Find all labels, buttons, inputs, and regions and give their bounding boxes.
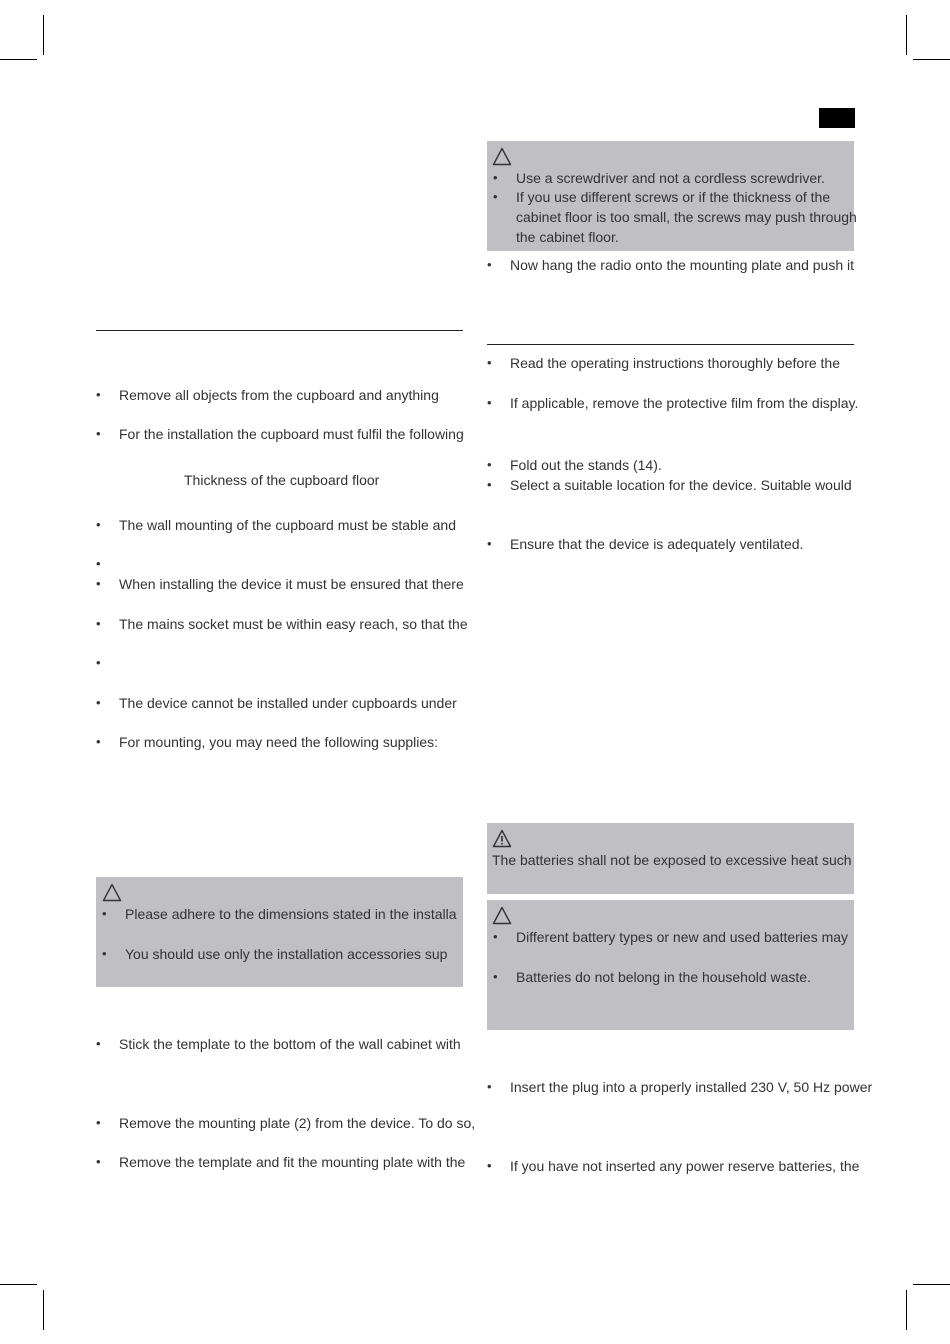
notice-box xyxy=(96,877,463,987)
bullet-dot: • xyxy=(487,257,492,272)
list-item: Stick the template to the bottom of the wall cabinet with xyxy=(119,1036,461,1052)
bullet-dot: • xyxy=(487,355,492,370)
notice-item: Different battery types or new and used batteries may xyxy=(516,929,849,945)
crop-mark-bottom-right-horizontal xyxy=(913,1284,950,1285)
page-tab xyxy=(819,108,855,128)
list-item: If you have not inserted any power reserve batteries, the xyxy=(510,1158,860,1174)
bullet-dot: • xyxy=(96,517,101,532)
exclamation-triangle-icon xyxy=(492,829,512,848)
bullet-dot: • xyxy=(487,536,492,551)
bullet-dot: • xyxy=(493,189,498,204)
notice-item-continuation: cabinet floor is too small, the screws may push through xyxy=(516,209,857,225)
bullet-dot: • xyxy=(96,655,101,670)
bullet-dot: • xyxy=(493,170,498,185)
list-item: Select a suitable location for the device. Suitable would xyxy=(510,477,852,493)
floor-thickness-label: Thickness of the cupboard floor xyxy=(184,472,380,488)
list-item: If applicable, remove the protective film from the display. xyxy=(510,395,859,411)
list-item: For mounting, you may need the following supplies: xyxy=(119,734,439,750)
list-item: The mains socket must be within easy reach, so that the xyxy=(119,616,468,632)
list-item: The wall mounting of the cupboard must be stable and xyxy=(119,517,456,533)
bullet-dot: • xyxy=(96,734,101,749)
bullet-dot: • xyxy=(96,426,101,441)
crop-mark-top-left-horizontal xyxy=(0,59,37,60)
bullet-dot: • xyxy=(487,457,492,472)
bullet-dot: • xyxy=(96,1115,101,1130)
crop-mark-top-left-vertical xyxy=(43,15,44,55)
section-divider xyxy=(487,344,854,345)
bullet-dot: • xyxy=(493,929,498,944)
list-item: Insert the plug into a properly installed 230 V, 50 Hz power xyxy=(510,1079,873,1095)
list-item: For the installation the cupboard must fulfil the following xyxy=(119,426,464,442)
list-item: Fold out the stands (14). xyxy=(510,457,662,473)
bullet-dot: • xyxy=(487,1158,492,1173)
list-item: Ensure that the device is adequately ventilated. xyxy=(510,536,804,552)
notice-item: Please adhere to the dimensions stated in the installa xyxy=(125,906,457,922)
notice-item: Batteries do not belong in the household waste. xyxy=(516,969,811,985)
bullet-dot: • xyxy=(96,1036,101,1051)
warning-triangle-icon xyxy=(102,883,122,902)
bullet-dot: • xyxy=(96,616,101,631)
bullet-dot: • xyxy=(102,946,107,961)
bullet-dot: • xyxy=(487,477,492,492)
warning-triangle-icon xyxy=(492,147,512,166)
crop-mark-bottom-right-vertical xyxy=(906,1290,907,1330)
notice-item: If you use different screws or if the thickness of the xyxy=(516,189,831,205)
bullet-dot: • xyxy=(102,906,107,921)
crop-mark-top-right-vertical xyxy=(906,15,907,55)
bullet-dot: • xyxy=(96,387,101,402)
warning-triangle-icon xyxy=(492,906,512,925)
bullet-dot: • xyxy=(493,969,498,984)
bullet-dot: • xyxy=(96,695,101,710)
crop-mark-bottom-left-vertical xyxy=(43,1290,44,1330)
list-item: When installing the device it must be ensured that there xyxy=(119,576,464,592)
list-item: The device cannot be installed under cupboards under xyxy=(119,695,457,711)
list-item: Read the operating instructions thoroughly before the xyxy=(510,355,840,371)
crop-mark-bottom-left-horizontal xyxy=(0,1284,37,1285)
list-item: Remove all objects from the cupboard and anything xyxy=(119,387,439,403)
bullet-dot: • xyxy=(96,1154,101,1169)
list-item: Remove the mounting plate (2) from the device. To do so, xyxy=(119,1115,476,1131)
bullet-dot: • xyxy=(487,395,492,410)
notice-item-continuation: the cabinet floor. xyxy=(516,229,619,245)
crop-mark-top-right-horizontal xyxy=(913,59,950,60)
battery-notice-box xyxy=(487,900,854,1030)
bullet-dot: • xyxy=(96,576,101,591)
section-divider xyxy=(96,330,463,331)
notice-item: You should use only the installation accessories sup xyxy=(125,946,448,962)
bullet-dot: • xyxy=(487,1079,492,1094)
list-item: Now hang the radio onto the mounting plate and push it xyxy=(510,257,855,273)
battery-warning-text: The batteries shall not be exposed to excessive heat such xyxy=(492,852,852,868)
bullet-dot: • xyxy=(96,556,101,571)
notice-item: Use a screwdriver and not a cordless screwdriver. xyxy=(516,170,825,186)
list-item: Remove the template and fit the mounting plate with the xyxy=(119,1154,466,1170)
